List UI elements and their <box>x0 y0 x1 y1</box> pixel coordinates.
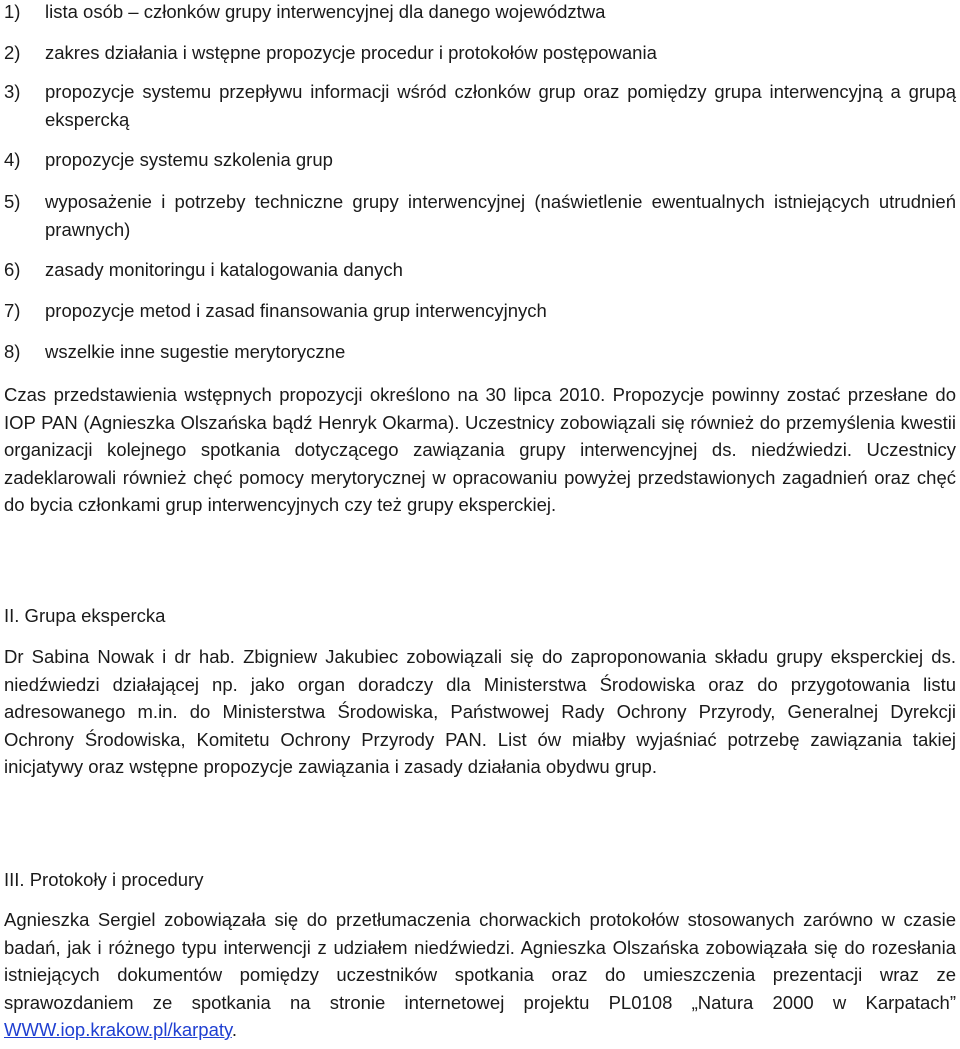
protocols-end: . <box>231 1019 238 1040</box>
list-text: propozycje systemu przepływu informacji wśród członków grup oraz pomiędzy grupa interwencyjną a grupą ekspercką <box>45 81 956 130</box>
list-text: lista osób – członków grupy interwencyjnej dla danego województwa <box>45 1 606 22</box>
list-item-4 <box>4 146 956 174</box>
list-item-7 <box>4 297 956 325</box>
list-number: 7) <box>4 300 21 321</box>
list-number: 2) <box>4 42 21 63</box>
list-number: 1) <box>4 1 21 22</box>
paragraph-deadline: Czas przedstawienia wstępnych propozycji określono na 30 lipca 2010. Propozycje powinny zostać przesłane do IOP PAN (Agnieszka Olszańska bądź Henryk Okarma). Uczestnicy zobowiązali się również do przemyślenia kwestii organizacji kolejnego spotkania dotyczącego zawiązania grupy interwencyjnej ds. niedźwiedzi. Uczestnicy zadeklarowali również chęć pomocy merytorycznej w opracowaniu powyżej przedstawionych zagadnień oraz chęć do bycia członkami grup interwencyjnych czy też grupy eksperckiej. <box>4 384 956 515</box>
list-number: 3) <box>4 81 21 102</box>
project-website-link[interactable]: WWW.iop.krakow.pl/karpaty <box>4 1019 232 1040</box>
paragraph-protocols <box>4 906 956 1044</box>
list-text: propozycje systemu szkolenia grup <box>45 149 333 170</box>
list-item-1 <box>4 0 956 26</box>
protocols-text: Agnieszka Sergiel zobowiązała się do przetłumaczenia chorwackich protokołów stosowanych zarówno w czasie badań, jak i różnego typu interwencji z udziałem niedźwiedzi. Agnieszka Olszańska zobowiązała się do rozesłania istniejących dokumentów pomiędzy uczestników spotkania oraz do umieszczenia prezentacji wraz ze sprawozdaniem ze spotkania na stronie internetowej projektu PL0108 „Natura 2000 w Karpatach” <box>4 909 956 1013</box>
list-number: 8) <box>4 341 21 362</box>
section-heading-expert-group: II. Grupa ekspercka <box>4 605 166 626</box>
list-item-3 <box>4 78 956 134</box>
list-item-5 <box>4 188 956 244</box>
list-number: 6) <box>4 259 21 280</box>
list-item-6 <box>4 256 956 284</box>
list-text: zakres działania i wstępne propozycje procedur i protokołów postępowania <box>45 42 657 63</box>
list-text: wyposażenie i potrzeby techniczne grupy interwencyjnej (naświetlenie ewentualnych istniejących utrudnień prawnych) <box>45 191 956 240</box>
list-number: 4) <box>4 149 21 170</box>
list-text: zasady monitoringu i katalogowania danych <box>45 259 403 280</box>
list-text: wszelkie inne sugestie merytoryczne <box>45 341 346 362</box>
section-heading-protocols: III. Protokoły i procedury <box>4 869 204 890</box>
list-item-2 <box>4 39 956 67</box>
list-text: propozycje metod i zasad finansowania grup interwencyjnych <box>45 300 547 321</box>
list-item-8 <box>4 338 956 366</box>
list-number: 5) <box>4 191 21 212</box>
paragraph-expert-group: Dr Sabina Nowak i dr hab. Zbigniew Jakubiec zobowiązali się do zaproponowania składu grupy eksperckiej ds. niedźwiedzi działającej np. jako organ doradczy dla Ministerstwa Środowiska oraz do przygotowania listu adresowanego m.in. do Ministerstwa Środowiska, Państwowej Rady Ochrony Przyrody, Generalnej Dyrekcji Ochrony Środowiska, Komitetu Ochrony Przyrody PAN. List ów miałby wyjaśniać potrzebę zawiązania takiej inicjatywy oraz wstępne propozycje zawiązania i zasady działania obydwu grup. <box>4 646 956 777</box>
